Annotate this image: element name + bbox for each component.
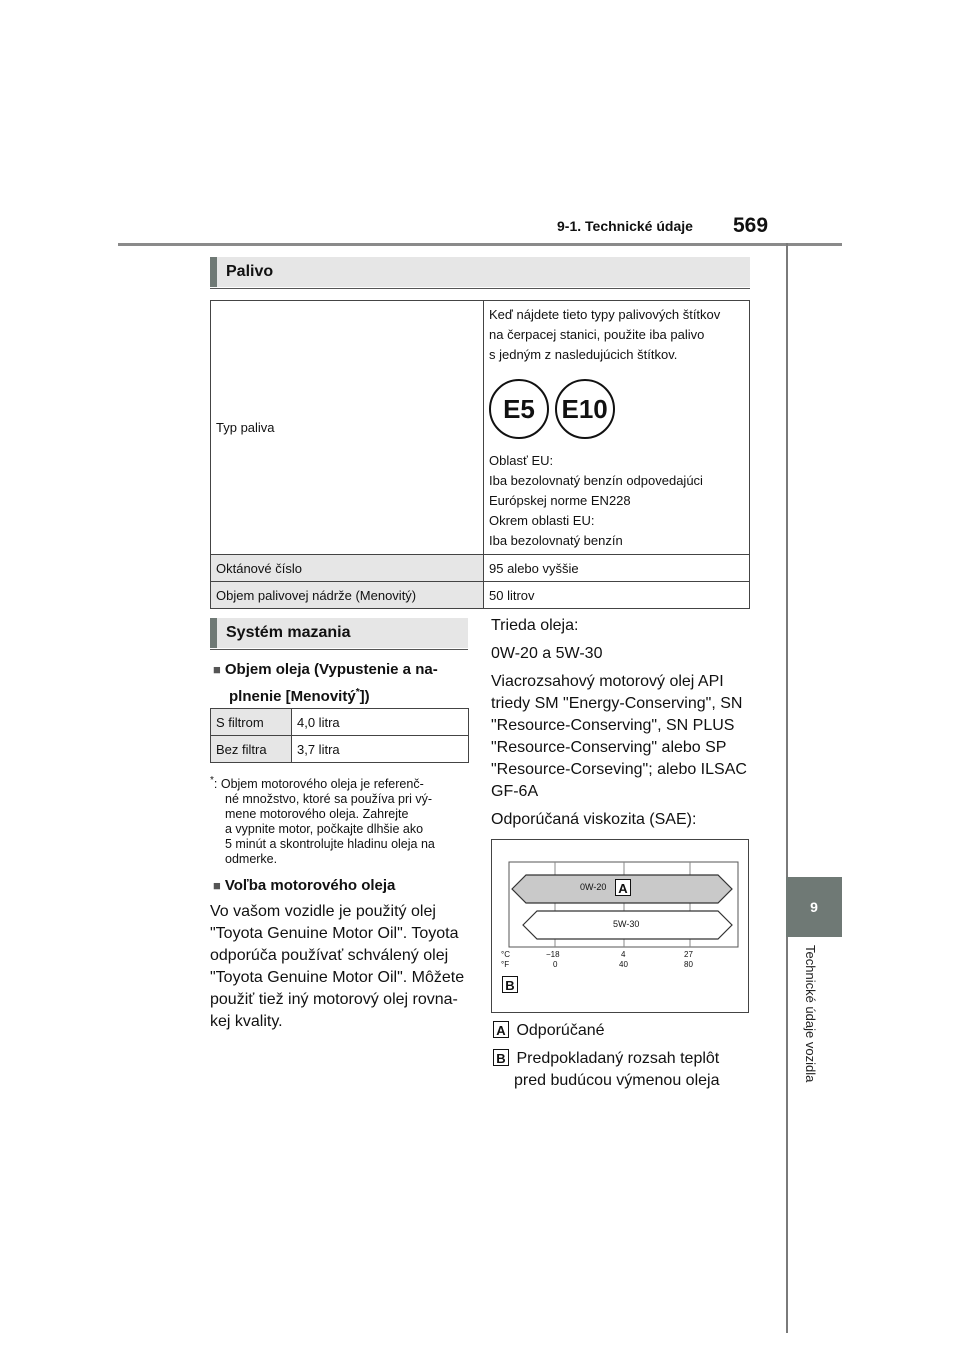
with-filter-label: S filtrom: [211, 709, 292, 736]
table-row: [211, 301, 750, 555]
table-row: [211, 709, 469, 736]
e5-badge: E5: [489, 379, 549, 439]
header-rule: [118, 243, 842, 246]
oil-capacity-heading: ■ Objem oleja (Vypustenie a na- plnenie [Menovitý*]): [213, 661, 438, 705]
mazanie-heading: [210, 618, 468, 648]
unit-c: °C: [501, 950, 510, 959]
viscosity-chart: [491, 839, 749, 1013]
viscosity-label: Odporúčaná viskozita (SAE):: [491, 811, 697, 828]
mazanie-title: Systém mazania: [226, 624, 351, 641]
table-row: [211, 555, 750, 582]
fuel-badges: [489, 379, 744, 439]
square-bullet-icon: ■: [213, 662, 221, 677]
tick-c-label: 4: [621, 950, 626, 959]
tick-f-label: 80: [684, 960, 693, 969]
octane-value: 95 alebo vyššie: [484, 555, 750, 582]
legend-item: A Odporúčané: [493, 1020, 763, 1042]
octane-label: Oktánové číslo: [211, 555, 484, 582]
tick-f-label: 0: [553, 960, 558, 969]
palivo-underline: [210, 288, 750, 289]
tick-f-label: 40: [619, 960, 628, 969]
fuel-note-line: Európskej norme EN228: [489, 493, 631, 508]
fuel-table: [210, 300, 750, 609]
footnote-mark: *: [210, 775, 214, 786]
oil-choice-heading: ■ Voľba motorového oleja: [213, 877, 396, 894]
oil-class-block: [491, 615, 761, 831]
tank-label: Objem palivovej nádrže (Menovitý): [211, 582, 484, 609]
unit-f: °F: [501, 960, 510, 969]
footnote: *: Objem motorového oleja je referenč- né množstvo, ktoré sa používa pri vý- mene motorového oleja. Zahrejte a vypnite motor, počkajte dlhšie ako 5 minút a skontrolujte hladinu oleja na odmerke.: [210, 775, 435, 867]
fuel-type-label: Typ paliva: [211, 301, 484, 555]
page-number: 569: [733, 214, 769, 237]
chapter-tab[interactable]: [786, 877, 842, 937]
tank-value: 50 litrov: [484, 582, 750, 609]
mazanie-underline: [210, 649, 468, 650]
fuel-note-line: Iba bezolovnatý benzín: [489, 533, 623, 548]
section-title: 9-1. Technické údaje: [557, 218, 693, 234]
legend-key-a: A: [493, 1021, 509, 1038]
table-row: [211, 736, 469, 763]
square-bullet-icon: ■: [213, 878, 221, 893]
band-0w20-label: 0W-20: [580, 882, 607, 892]
oil-choice-text: Vo vašom vozidle je použitý olej "Toyota Genuine Motor Oil". Toyota odporúča používať schválený olej "Toyota Genuine Motor Oil". Môžete použiť tiež iný motorový olej rovna- kej kvality.: [210, 903, 465, 1030]
oil-class-desc: Viacrozsahový motorový olej API triedy SM "Energy-Conserving", SN "Resource-Conserving", SN PLUS "Resource-Conserving" alebo SP "Resource-Corseving"; alebo ILSAC GF-6A: [491, 673, 747, 800]
legend: [493, 1020, 763, 1092]
tick-c-label: 27: [684, 950, 693, 959]
fuel-note-line: Okrem oblasti EU:: [489, 513, 595, 528]
fuel-note-line: Oblasť EU:: [489, 453, 554, 468]
marker-a: A: [615, 879, 631, 896]
oil-class-label: Trieda oleja:: [491, 617, 579, 634]
fuel-intro-line: Keď nájdete tieto typy palivových štítkov: [489, 307, 721, 322]
fuel-type-cell: [484, 301, 750, 555]
without-filter-label: Bez filtra: [211, 736, 292, 763]
palivo-title: Palivo: [226, 263, 274, 280]
tick-c-label: −18: [546, 950, 560, 959]
legend-item: B Predpokladaný rozsah teplôt pred budúcou výmenou oleja: [493, 1048, 763, 1092]
side-rule: [786, 243, 788, 1333]
e10-badge: E10: [555, 379, 615, 439]
chapter-number: 9: [810, 899, 818, 915]
marker-b: B: [502, 976, 518, 993]
chapter-label: Technické údaje vozidla: [803, 945, 818, 1083]
without-filter-value: 3,7 litra: [292, 736, 469, 763]
fuel-intro-line: s jedným z nasledujúcich štítkov.: [489, 347, 678, 362]
with-filter-value: 4,0 litra: [292, 709, 469, 736]
band-5w30-label: 5W-30: [613, 919, 640, 929]
fuel-intro-line: na čerpacej stanici, použite iba palivo: [489, 327, 705, 342]
palivo-heading: [210, 257, 750, 287]
table-row: [211, 582, 750, 609]
legend-key-b: B: [493, 1049, 509, 1066]
oil-class-value: 0W-20 a 5W-30: [491, 645, 603, 662]
oil-capacity-table: [210, 708, 469, 763]
fuel-note-line: Iba bezolovnatý benzín odpovedajúci: [489, 473, 703, 488]
